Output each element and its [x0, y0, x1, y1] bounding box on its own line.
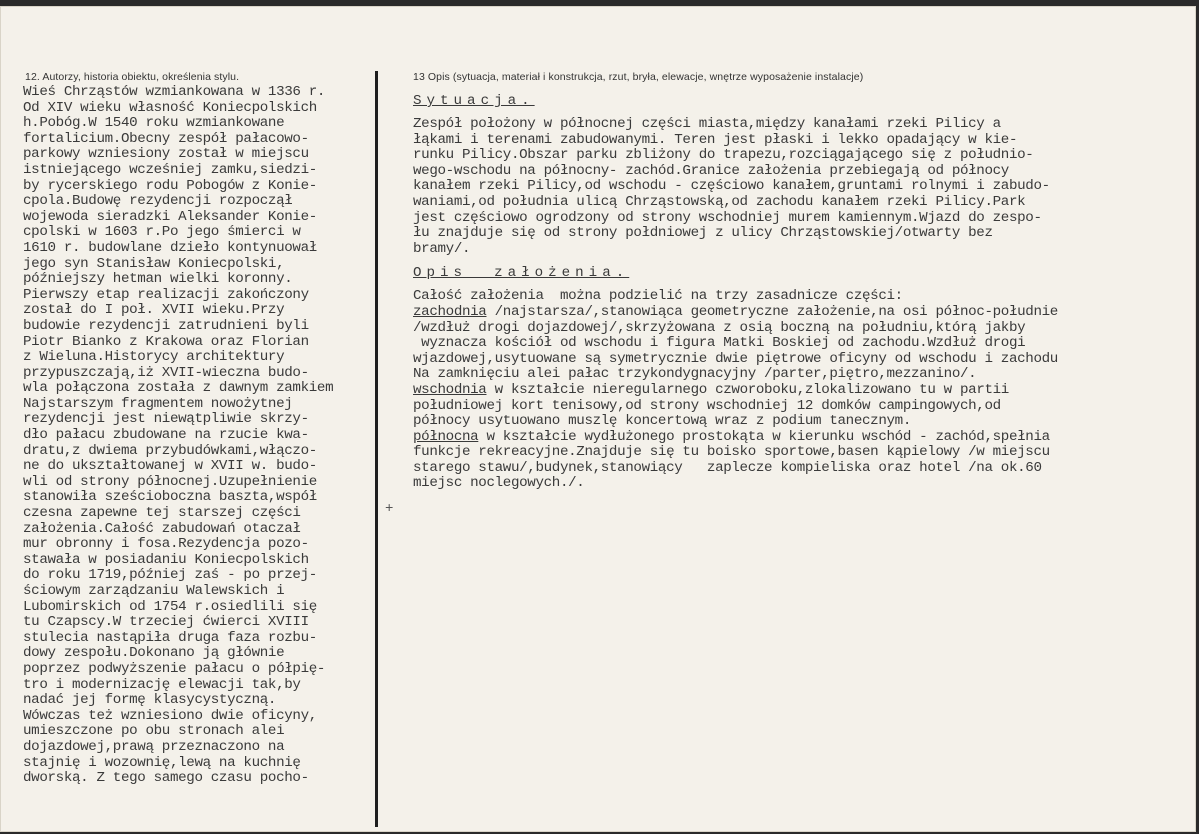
left-line: wla połączona została z dawnym zamkiem	[23, 380, 334, 397]
left-line: późniejszy hetman wielki koronny.	[23, 271, 293, 288]
left-line: fortalicium.Obecny zespół pałacowo-	[23, 130, 309, 147]
opis-line-text: wjazdowej,usytuowane są symetrycznie dwie piętrowe oficyny od wschodu i zachodu	[413, 350, 1058, 367]
left-line: tro i modernizację elewacji tak,by	[23, 676, 301, 693]
left-line: Wieś Chrząstów wzmiankowana w 1336 r.	[23, 84, 326, 100]
left-line: dowy zespołu.Dokonano ją głównie	[23, 645, 285, 662]
left-line: budowie rezydencji zatrudnieni byli	[23, 317, 309, 334]
left-line: założenia.Całość zabudowań otaczał	[23, 520, 301, 537]
section-title-sytuacja: Sytuacja.	[413, 93, 535, 109]
opis-line-text: południowej kort tenisowy,od strony wschodniej 12 domków campingowych,od	[413, 397, 1001, 414]
left-line: tu Czapscy.W trzeciej ćwierci XVIII	[23, 614, 309, 631]
opis-line-text: /wzdłuż drogi dojazdowej/,skrzyżowana z osią boczną na południu,którą jakby	[413, 319, 1026, 336]
opis-line	[413, 367, 1193, 383]
history-text	[23, 85, 379, 787]
opis-line	[413, 461, 1193, 477]
left-line: został do I poł. XVII wieku.Przy	[23, 302, 285, 319]
left-line: stajnię i wozownię,lewą na kuchnię	[23, 754, 301, 771]
description-column	[413, 93, 1193, 492]
opis-line	[413, 445, 1193, 461]
sytuacja-line: łu znajduje się od strony połdniowej z ulicy Chrząstowskiej/otwarty bez	[413, 225, 993, 242]
sytuacja-line: jest częściowo ogrodzony od strony wschodniej murem kamiennym.Wjazd do zespo-	[413, 209, 1042, 226]
sytuacja-line: Zespół położony w północnej części miasta,między kanałami rzeki Pilicy a	[413, 116, 1001, 132]
left-line: ne do ukształtowanej w XVII w. budo-	[23, 458, 317, 475]
opis-line-text: północy usytuowano muszlę koncertową wraz z podium tanecznym.	[413, 413, 911, 430]
left-line: cpola.Budowę rezydencji rozpoczął	[23, 193, 293, 210]
sytuacja-line: bramy/.	[413, 240, 471, 257]
left-line: 1610 r. budowlane dzieło kontynuował	[23, 239, 317, 256]
left-line: ściowym zarządzaniu Walewskich i	[23, 583, 285, 599]
opis-line-text: w kształcie wydłużonego prostokąta w kierunku wschód - zachód,spełnia	[478, 428, 1050, 445]
left-line: stanowiła sześcioboczna baszta,współ	[23, 489, 317, 506]
left-line: jego syn Stanisław Koniecpolski,	[23, 255, 285, 272]
left-line: czesna zapewne tej starszej części	[23, 505, 301, 522]
opis-line	[413, 336, 1193, 352]
opis-line	[413, 289, 1193, 305]
part-name-północna: północna	[413, 428, 479, 445]
opis-line-text: /najstarsza/,stanowiąca geometryczne założenie,na osi północ-południe	[486, 303, 1058, 320]
left-line: Pierwszy etap realizacji zakończony	[23, 286, 309, 303]
left-line: cpolski w 1603 r.Po jego śmierci w	[23, 224, 301, 241]
sytuacja-line: waniami,od południa ulicą Chrząstowską,od zachodu kanałem rzeki Pilicy.Park	[413, 193, 1026, 210]
left-line: stawała w posiadaniu Koniecpolskich	[23, 551, 309, 568]
opis-line-text: Na zamknięciu alei pałac trzykondygnacyjny /parter,piętro,mezzanino/.	[413, 366, 977, 383]
left-line: istniejącego wcześniej zamku,siedzi-	[23, 161, 317, 178]
opis-line	[413, 321, 1193, 337]
left-line: wojewoda sieradzki Aleksander Konie-	[23, 208, 317, 225]
opis-line-text: funkcje rekreacyjne.Znajduje się tu boisko sportowe,basen kąpielowy /w miejscu	[413, 444, 1050, 461]
left-line: Lubomirskich od 1754 r.osiedlili się	[23, 598, 317, 615]
left-line: Od XIV wieku własność Koniecpolskich	[23, 99, 317, 116]
left-line: dworską. Z tego samego czasu pocho-	[23, 770, 309, 787]
opis-line	[413, 399, 1193, 415]
spacer	[413, 257, 1193, 265]
left-line: parkowy wzniesiony został w miejscu	[23, 146, 309, 163]
left-line: przypuszczają,iż XVII-wieczna budo-	[23, 364, 309, 381]
left-line: h.Pobóg.W 1540 roku wzmiankowane	[23, 115, 285, 132]
left-line: umieszczone po obu stronach alei	[23, 723, 285, 740]
left-line: Piotr Bianko z Krakowa oraz Florian	[23, 333, 309, 350]
opis-line-text: starego stawu/,budynek,stanowiący zaplecze kompieliska oraz hotel /na ok.60	[413, 459, 1042, 476]
left-line: do roku 1719,później zaś - po przej-	[23, 567, 317, 584]
left-line: nadać jej formę klasycystyczną.	[23, 692, 277, 709]
left-line: poprzez podwyższenie pałacu o półpię-	[23, 660, 326, 677]
left-line: z Wieluna.Historycy architektury	[23, 349, 285, 366]
section-title-opis-zalozenia: Opis założenia.	[413, 265, 630, 282]
margin-plus-mark: +	[385, 501, 394, 517]
opis-zalozenia-text	[413, 289, 1193, 492]
left-line: mur obronny i fosa.Rezydencja pozo-	[23, 536, 309, 553]
left-line: by rycerskiego rodu Pobogów z Konie-	[23, 177, 317, 194]
right-column-header: 13 Opis (sytuacja, materiał i konstrukcja, rzut, bryła, elewacje, wnętrze wyposażenie instalacje)	[413, 71, 864, 83]
part-name-wschodnia: wschodnia	[413, 381, 487, 398]
opis-line	[413, 352, 1193, 368]
opis-line	[413, 305, 1193, 321]
opis-line	[413, 430, 1193, 446]
left-line: Najstarszym fragmentem nowożytnej	[23, 395, 293, 412]
document-card	[0, 6, 1196, 832]
left-line: rezydencji jest niewątpliwie skrzy-	[23, 411, 309, 428]
left-line: dratu,z dwiema przybudówkami,włączo-	[23, 442, 317, 459]
sytuacja-line: łąkami i terenami zabudowanymi. Teren jest płaski i lekko opadający w kie-	[413, 131, 1018, 148]
sytuacja-text	[413, 117, 1193, 257]
sytuacja-line: wego-wschodu na północny- zachód.Granice założenia przebiegają od północy	[413, 162, 1009, 179]
opis-line-text: miejsc noclegowych./.	[413, 475, 585, 492]
left-line: dło pałacu zbudowane na rzucie kwa-	[23, 427, 309, 444]
opis-line-text: Całość założenia można podzielić na trzy zasadnicze części:	[413, 288, 903, 305]
opis-line-text: wyznacza kościół od wschodu i figura Matki Boskiej od zachodu.Wzdłuż drogi	[413, 335, 1026, 352]
part-name-zachodnia: zachodnia	[413, 303, 487, 320]
sytuacja-line: runku Pilicy.Obszar parku zbliżony do trapezu,rozciągającego się z południo-	[413, 147, 1034, 164]
opis-line-text: w kształcie nieregularnego czworoboku,zlokalizowano tu w partii	[486, 381, 1009, 398]
left-line: stulecia nastąpiła druga faza rozbu-	[23, 629, 317, 646]
left-line: Wówczas też wzniesiono dwie oficyny,	[23, 707, 317, 724]
opis-line	[413, 383, 1193, 399]
left-line: dojazdowej,prawą przeznaczono na	[23, 738, 285, 755]
opis-line	[413, 476, 1193, 492]
left-column-header: 12. Autorzy, historia obiektu, określenia stylu.	[25, 71, 240, 83]
opis-line	[413, 414, 1193, 430]
sytuacja-line: kanałem rzeki Pilicy,od wschodu - częściowo kanałem,gruntami rolnymi i zabudo-	[413, 178, 1050, 195]
left-line: wli od strony północnej.Uzupełnienie	[23, 473, 317, 490]
